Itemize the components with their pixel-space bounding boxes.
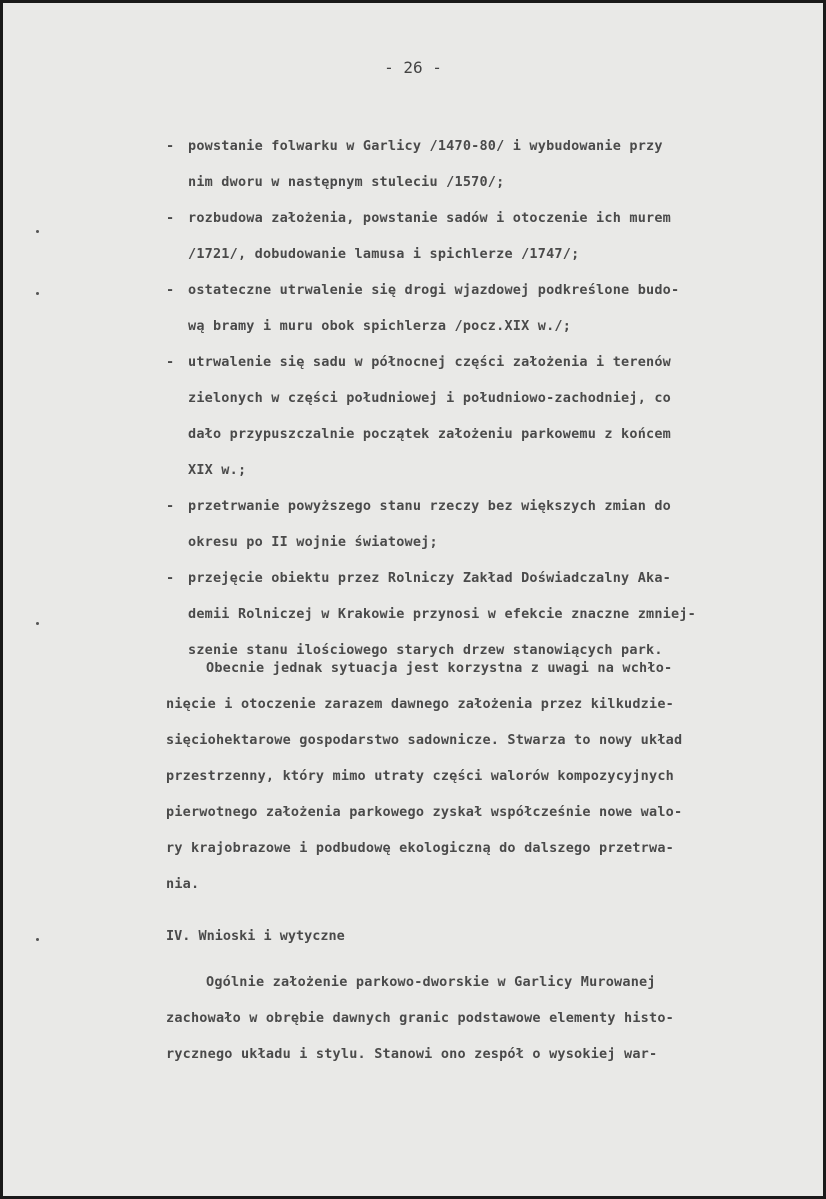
- text-line: ry krajobrazowe i podbudowę ekologiczną do dalszego przetrwa-: [166, 840, 674, 856]
- text-line: ostateczne utrwalenie się drogi wjazdowej podkreślone budo-: [188, 282, 680, 298]
- paragraph: [166, 964, 792, 1072]
- text-line: szenie stanu ilościowego starych drzew stanowiących park.: [188, 642, 663, 658]
- text-line: rycznego układu i stylu. Stanowi ono zespół o wysokiej war-: [166, 1046, 658, 1062]
- margin-dot: [36, 938, 39, 941]
- text-line: demii Rolniczej w Krakowie przynosi w efekcie znaczne zmniej-: [188, 606, 696, 622]
- text-line: nim dworu w następnym stuleciu /1570/;: [188, 174, 505, 190]
- list-dash: -: [166, 354, 175, 370]
- text-line: wą bramy i muru obok spichlerza /pocz.XIX w./;: [188, 318, 572, 334]
- text-line: /1721/, dobudowanie lamusa i spichlerze /1747/;: [188, 246, 580, 262]
- margin-dot: [36, 622, 39, 625]
- margin-dot: [36, 292, 39, 295]
- page-number: - 26 -: [384, 58, 442, 77]
- text-line: okresu po II wojnie światowej;: [188, 534, 438, 550]
- list-dash: -: [166, 570, 175, 586]
- list-dash: -: [166, 498, 175, 514]
- text-line: sięciohektarowe gospodarstwo sadownicze. Stwarza to nowy układ: [166, 732, 683, 748]
- text-line: Obecnie jednak sytuacja jest korzystna z uwagi na wchło-: [206, 660, 673, 676]
- text-line: XIX w.;: [188, 462, 247, 478]
- text-line: pierwotnego założenia parkowego zyskał współcześnie nowe walo-: [166, 804, 683, 820]
- list-item: [166, 272, 792, 344]
- bullet-list: [166, 128, 792, 668]
- text-line: Ogólnie założenie parkowo-dworskie w Garlicy Murowanej: [206, 974, 656, 990]
- list-dash: -: [166, 210, 175, 226]
- list-dash: -: [166, 282, 175, 298]
- text-line: rozbudowa założenia, powstanie sadów i otoczenie ich murem: [188, 210, 672, 226]
- paragraph: [166, 650, 792, 902]
- text-line: nięcie i otoczenie zarazem dawnego założenia przez kilkudzie-: [166, 696, 674, 712]
- list-item: [166, 128, 792, 200]
- text-line: dało przypuszczalnie początek założeniu parkowemu z końcem: [188, 426, 672, 442]
- text-line: przejęcie obiektu przez Rolniczy Zakład Doświadczalny Aka-: [188, 570, 672, 586]
- text-line: nia.: [166, 876, 200, 892]
- margin-dot: [36, 230, 39, 233]
- text-line: przestrzenny, który mimo utraty części walorów kompozycyjnych: [166, 768, 674, 784]
- list-item: [166, 200, 792, 272]
- text-line: zielonych w części południowej i południowo-zachodniej, co: [188, 390, 672, 406]
- list-dash: -: [166, 138, 175, 154]
- text-line: utrwalenie się sadu w północnej części założenia i terenów: [188, 354, 672, 370]
- text-line: zachowało w obrębie dawnych granic podstawowe elementy histo-: [166, 1010, 674, 1026]
- list-item: [166, 488, 792, 560]
- text-line: powstanie folwarku w Garlicy /1470-80/ i wybudowanie przy: [188, 138, 663, 154]
- text-line: przetrwanie powyższego stanu rzeczy bez większych zmian do: [188, 498, 672, 514]
- section-heading: IV. Wnioski i wytyczne: [166, 928, 345, 944]
- list-item: [166, 344, 792, 488]
